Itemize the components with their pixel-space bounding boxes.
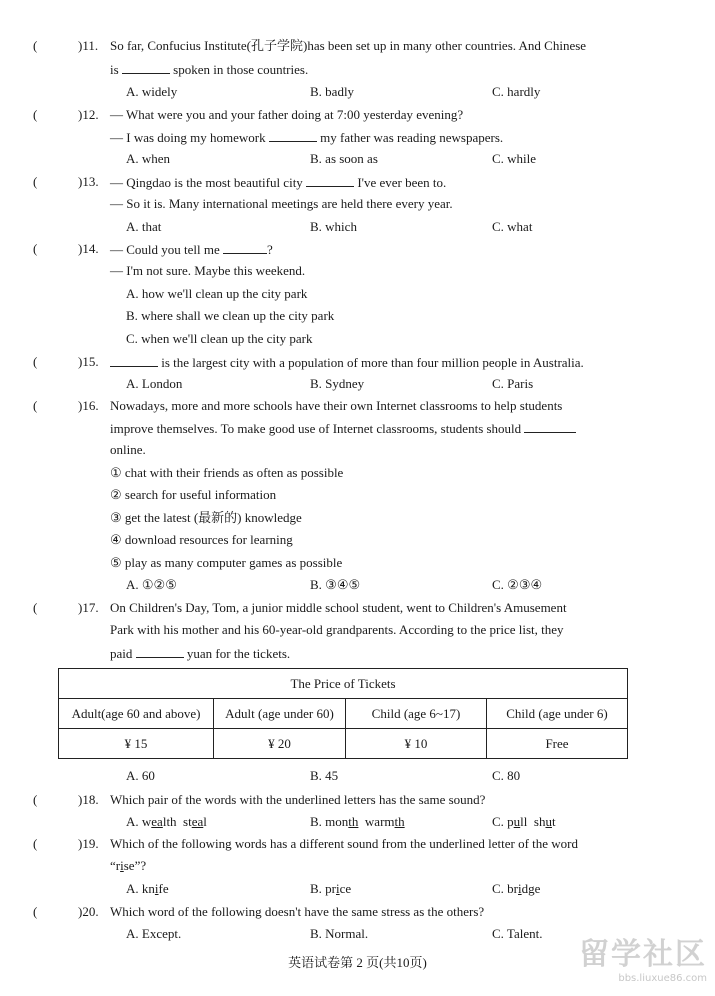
choice-item-4: ④ download resources for learning [110, 532, 293, 547]
option-a[interactable]: A. that [126, 219, 162, 234]
option-b[interactable]: B. as soon as [310, 151, 378, 166]
option-c[interactable]: C. when we'll clean up the city park [126, 331, 313, 346]
answer-blank[interactable] [122, 61, 170, 74]
option-b[interactable]: B. 45 [310, 768, 339, 783]
choice-item-5: ⑤ play as many computer games as possible [110, 555, 343, 570]
question-number: )16. [78, 398, 99, 413]
option-a[interactable]: A. wealth steal [126, 814, 207, 829]
option-b[interactable]: B. which [310, 219, 357, 234]
option-a[interactable]: A. ①②⑤ [126, 577, 177, 592]
option-b[interactable]: B. badly [310, 84, 355, 99]
table-cell: ¥ 15 [59, 729, 214, 759]
question-stem-line2: — So it is. Many international meetings are held there every year. [110, 196, 453, 211]
option-a[interactable]: A. London [126, 376, 183, 391]
option-b[interactable]: B. Sydney [310, 376, 365, 391]
table-cell: ¥ 20 [214, 729, 346, 759]
watermark-title: 留学社区 [579, 937, 707, 972]
question-stem-line2: improve themselves. To make good use of Internet classrooms, students should [110, 420, 576, 437]
option-c[interactable]: C. while [492, 151, 537, 166]
question-stem-line2: — I'm not sure. Maybe this weekend. [110, 263, 306, 278]
table-header: Child (age under 6) [487, 699, 628, 729]
question-number: )20. [78, 904, 99, 919]
question-stem-line2: Park with his mother and his 60-year-old grandparents. According to the price list, they [110, 622, 564, 637]
question-number: )18. [78, 792, 99, 807]
choice-item-3: ③ get the latest (最新的) knowledge [110, 510, 302, 525]
answer-paren[interactable]: ( [33, 38, 38, 53]
question-stem: On Children's Day, Tom, a junior middle school student, went to Children's Amusement [110, 600, 567, 615]
question-stem: Which pair of the words with the underlined letters has the same sound? [110, 792, 486, 807]
answer-paren[interactable]: ( [33, 241, 38, 256]
choice-item-1: ① chat with their friends as often as possible [110, 465, 344, 480]
question-stem: So far, Confucius Institute(孔子学院)has been set up in many other countries. And Chinese [110, 38, 587, 53]
option-c[interactable]: C. hardly [492, 84, 541, 99]
answer-paren[interactable]: ( [33, 398, 38, 413]
option-b[interactable]: B. month warmth [310, 814, 405, 829]
table-header: Adult(age 60 and above) [59, 699, 214, 729]
question-stem-line3: paid yuan for the tickets. [110, 646, 291, 661]
table-cell: Free [487, 729, 628, 759]
question-stem: is the largest city with a population of more than four million people in Australia. [110, 354, 584, 371]
answer-paren[interactable]: ( [33, 904, 38, 919]
answer-paren[interactable]: ( [33, 600, 38, 615]
option-a[interactable]: A. Except. [126, 926, 182, 941]
answer-blank[interactable] [306, 174, 354, 187]
answer-blank[interactable] [524, 420, 576, 433]
question-number: )14. [78, 241, 99, 256]
page-footer: 英语试卷第 2 页(共10页) [288, 955, 427, 970]
option-a[interactable]: A. when [126, 151, 171, 166]
question-stem-line2: is spoken in those countries. [110, 62, 309, 77]
question-stem-line2: — I was doing my homework my father was reading newspapers. [110, 130, 504, 145]
option-b[interactable]: B. price [310, 881, 352, 896]
answer-blank[interactable] [110, 354, 158, 367]
question-stem: — Could you tell me ? [110, 242, 273, 257]
option-b[interactable]: B. where shall we clean up the city park [126, 308, 335, 323]
answer-paren[interactable]: ( [33, 107, 38, 122]
question-number: )12. [78, 107, 99, 122]
choice-item-2: ② search for useful information [110, 487, 277, 502]
answer-paren[interactable]: ( [33, 354, 38, 369]
table-header: Child (age 6~17) [346, 699, 487, 729]
answer-blank[interactable] [136, 645, 184, 658]
question-stem: — Qingdao is the most beautiful city I've ever been to. [110, 175, 447, 190]
option-c[interactable]: C. what [492, 219, 533, 234]
option-b[interactable]: B. Normal. [310, 926, 369, 941]
price-table-title: The Price of Tickets [59, 669, 628, 699]
answer-paren[interactable]: ( [33, 792, 38, 807]
question-stem: Nowadays, more and more schools have their own Internet classrooms to help students [110, 398, 563, 413]
answer-paren[interactable]: ( [33, 836, 38, 851]
answer-blank[interactable] [223, 241, 267, 254]
question-stem: Which word of the following doesn't have the same stress as the others? [110, 904, 485, 919]
answer-blank[interactable] [269, 129, 317, 142]
price-table [58, 668, 628, 759]
table-cell: ¥ 10 [346, 729, 487, 759]
question-number: )13. [78, 174, 99, 189]
question-number: )17. [78, 600, 99, 615]
option-a[interactable]: A. 60 [126, 768, 155, 783]
question-number: )15. [78, 354, 99, 369]
table-header: Adult (age under 60) [214, 699, 346, 729]
answer-paren[interactable]: ( [33, 174, 38, 189]
option-a[interactable]: A. widely [126, 84, 178, 99]
option-c[interactable]: C. 80 [492, 768, 521, 783]
option-c[interactable]: C. pull shut [492, 814, 556, 829]
question-stem: Which of the following words has a different sound from the underlined letter of the word [110, 836, 578, 851]
option-c[interactable]: C. Paris [492, 376, 534, 391]
question-number: )19. [78, 836, 99, 851]
option-b[interactable]: B. ③④⑤ [310, 577, 361, 592]
watermark-logo [579, 929, 707, 984]
watermark-url: bbs.liuxue86.com [618, 973, 707, 984]
option-c[interactable]: C. bridge [492, 881, 541, 896]
option-a[interactable]: A. how we'll clean up the city park [126, 286, 308, 301]
question-stem: — What were you and your father doing at 7:00 yesterday evening? [110, 107, 464, 122]
question-number: )11. [78, 38, 99, 53]
question-stem-line3: online. [110, 442, 146, 457]
option-c[interactable]: C. Talent. [492, 926, 543, 941]
option-c[interactable]: C. ②③④ [492, 577, 543, 592]
option-a[interactable]: A. knife [126, 881, 169, 896]
question-stem-line2: “rise”? [110, 858, 147, 873]
